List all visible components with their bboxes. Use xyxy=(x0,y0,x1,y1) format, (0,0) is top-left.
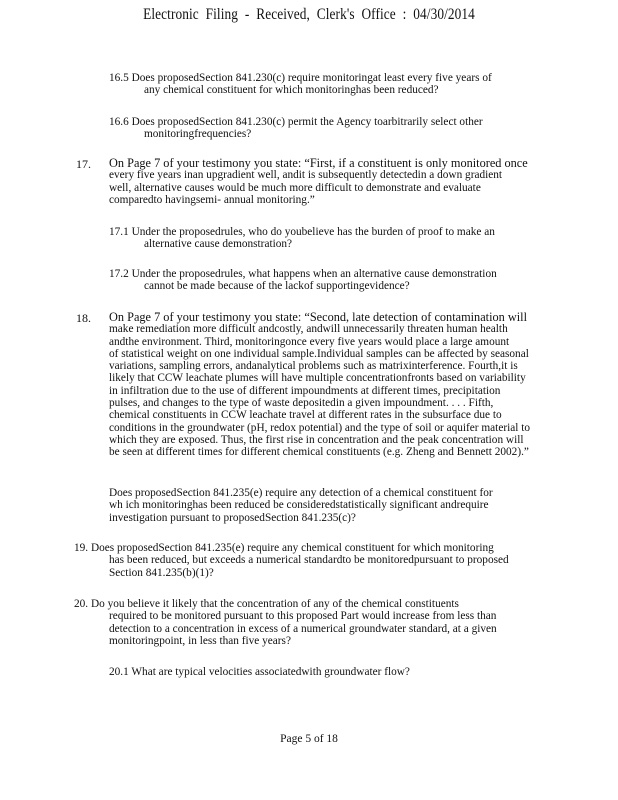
text-line: of statistical weight on one individual sample.Individual samples can be affected by seasonal xyxy=(109,347,529,360)
question-number: 18. xyxy=(76,311,91,325)
question-17-1 xyxy=(109,226,495,251)
text-line: conditions in the groundwater (pH, redox potential) and the type of soil or aquifer material to xyxy=(109,421,531,434)
text-line: variations, sampling errors, andanalytical problems such as matrixinterference. Fourth,it is xyxy=(109,360,518,373)
filing-header: Electronic Filing - Received, Clerk's Office : 04/30/2014 xyxy=(143,6,475,23)
text-line: Does proposedSection 841.235(e) require any detection of a chemical constituent for xyxy=(109,487,493,499)
text-line: 20.1 What are typical velocities associatedwith groundwater flow? xyxy=(109,666,410,678)
question-18 xyxy=(109,311,530,459)
question-18-followup xyxy=(109,487,493,524)
text-line: cannot be made because of the lackof supportingevidence? xyxy=(144,280,410,293)
text-line: andthe environment. Third, monitoringonce every five years would place a large amount xyxy=(109,335,510,348)
question-16-6 xyxy=(109,116,483,141)
text-line: detection to a concentration in excess of a numerical groundwater standard, at a given xyxy=(109,622,497,635)
page-number: Page 5 of 18 xyxy=(280,733,338,745)
text-line: which they are exposed. Thus, the first rise in concentration and the peak concentration will xyxy=(109,433,524,446)
text-line: wh ich monitoringhas been reduced be consideredstatistically significant andrequire xyxy=(109,499,489,512)
text-line: be seen at different times for different chemical constituents (e.g. Zheng and Bennett 2002).” xyxy=(109,446,529,459)
text-line: On Page 7 of your testimony you state: “First, if a constituent is only monitored once xyxy=(109,156,528,170)
text-line: monitoringfrequencies? xyxy=(144,128,252,141)
text-line: investigation pursuant to proposedSection 841.235(c)? xyxy=(109,511,356,524)
text-line: 20. Do you believe it likely that the concentration of any of the chemical constituents xyxy=(74,598,459,610)
text-line: 17.1 Under the proposedrules, who do youbelieve has the burden of proof to make an xyxy=(109,226,495,238)
text-line: required to be monitored pursuant to this proposed Part would increase from less than xyxy=(109,610,497,623)
text-line: has been reduced, but exceeds a numerical standardto be monitoredpursuant to proposed xyxy=(109,554,509,567)
text-line: alternative cause demonstration? xyxy=(144,238,293,251)
text-line: 19. Does proposedSection 841.235(e) require any chemical constituent for which monitoring xyxy=(74,542,494,554)
text-line: in infiltration due to the use of different impoundments at different times, precipitation xyxy=(109,384,501,397)
text-line: every five years inan upgradient well, andit is subsequently detectedin a down gradient xyxy=(109,169,503,182)
question-20 xyxy=(74,598,497,647)
text-line: any chemical constituent for which monitoringhas been reduced? xyxy=(144,84,439,97)
question-20-1 xyxy=(109,666,410,678)
text-line: 17.2 Under the proposedrules, what happens when an alternative cause demonstration xyxy=(109,268,497,280)
text-line: comparedto havingsemi- annual monitoring.” xyxy=(109,193,315,206)
text-line: 16.6 Does proposedSection 841.230(c) permit the Agency toarbitrarily select other xyxy=(109,116,483,128)
question-16-5 xyxy=(109,72,492,97)
text-line: pulses, and changes to the type of waste depositedin a given impoundment. . . . Fifth, xyxy=(109,397,494,410)
question-17-2 xyxy=(109,268,497,293)
text-line: monitoringpoint, in less than five years? xyxy=(109,634,291,647)
question-19 xyxy=(74,542,509,579)
text-line: well, alternative causes would be much more difficult to demonstrate and evaluate xyxy=(109,181,481,194)
text-line: Section 841.235(b)(1)? xyxy=(109,566,214,579)
question-17 xyxy=(109,157,528,206)
question-number: 17. xyxy=(76,157,91,171)
text-line: likely that CCW leachate plumes will have multiple concentrationfronts based on variability xyxy=(109,372,526,385)
text-line: make remediation more difficult andcostly, andwill unnecessarily threaten human health xyxy=(109,323,508,336)
text-line: chemical constituents in CCW leachate travel at different rates in the subsurface due to xyxy=(109,409,502,422)
text-line: On Page 7 of your testimony you state: “Second, late detection of contamination will xyxy=(109,310,527,324)
text-line: 16.5 Does proposedSection 841.230(c) require monitoringat least every five years of xyxy=(109,72,492,84)
